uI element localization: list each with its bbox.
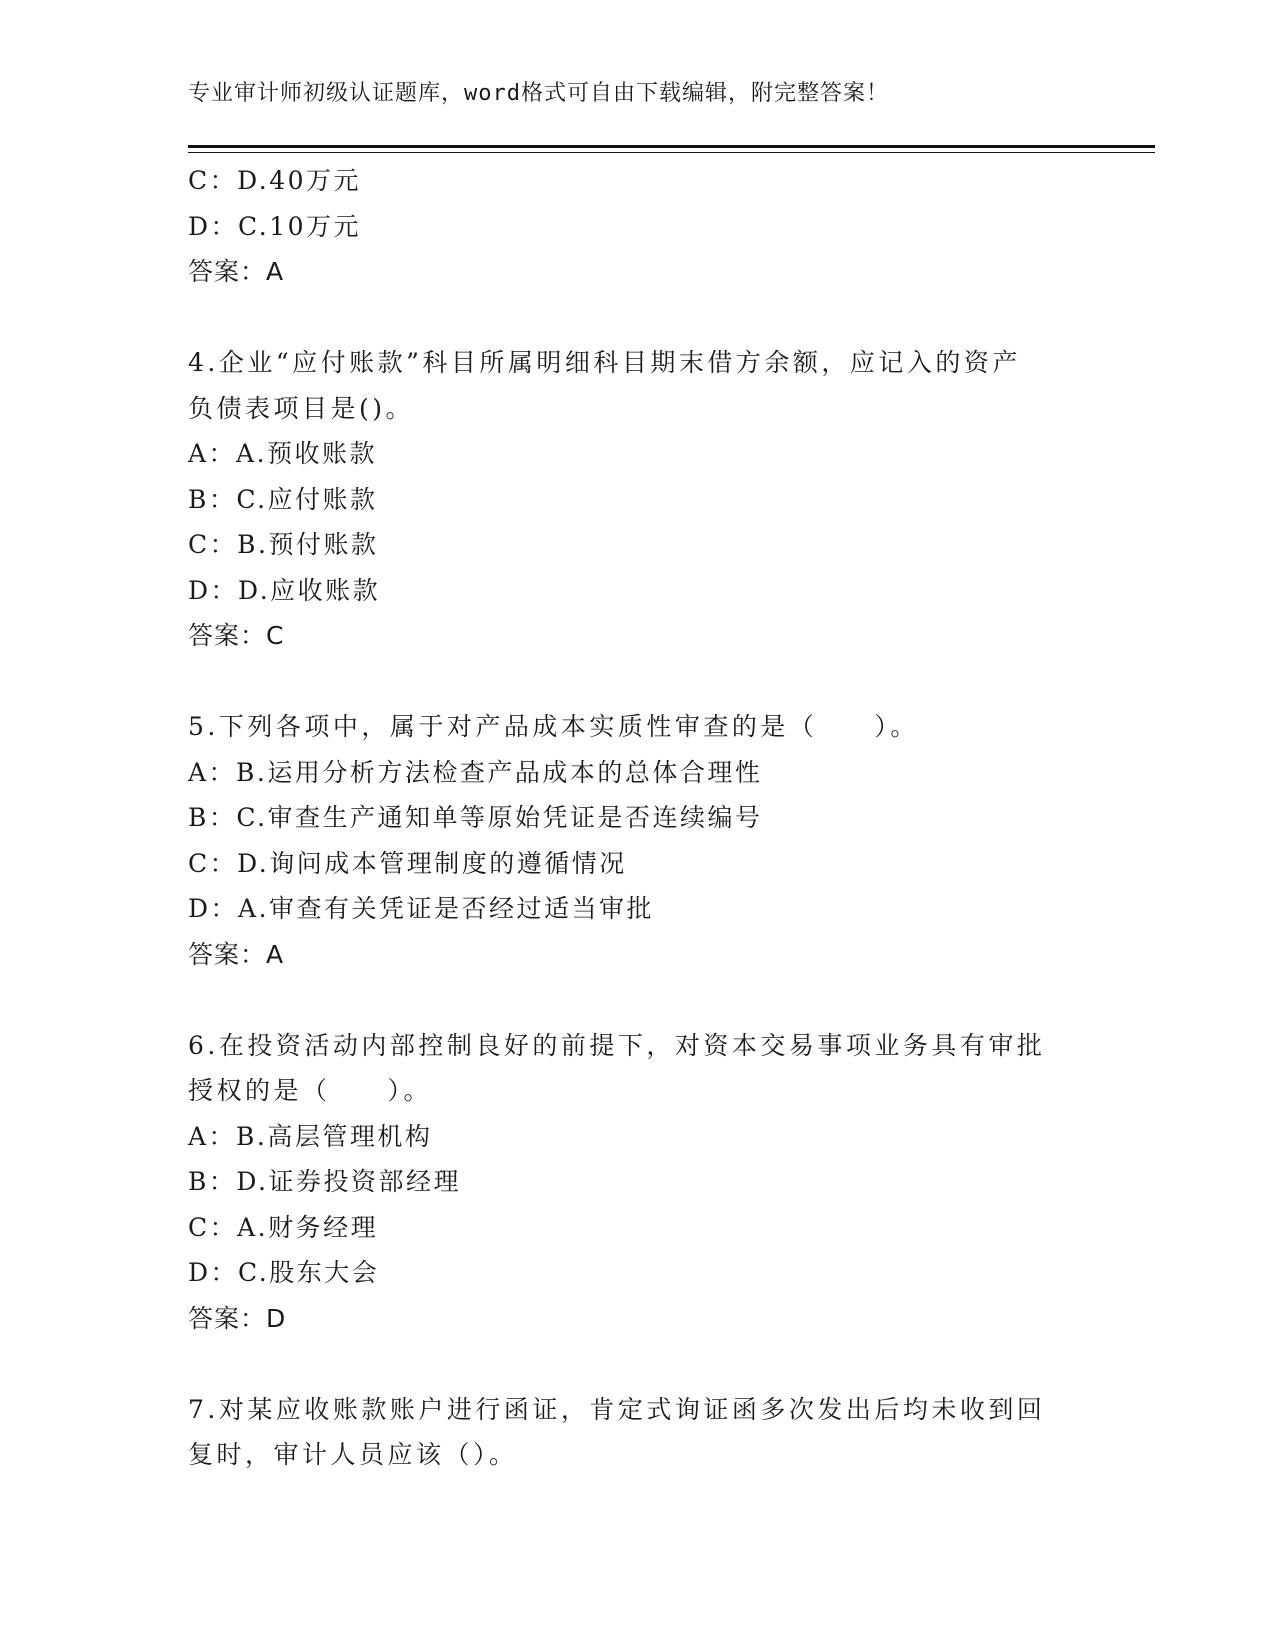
question-stem-line: 复时，审计人员应该（）。 [188,1440,518,1469]
option-d: D：D.应收账款 [188,575,381,605]
question-stem-line: 7.对某应收账款账户进行函证，肯定式询证函多次发出后均未收到回 [188,1394,1046,1424]
answer-line: 答案：A [188,939,285,969]
spacer [188,295,1088,341]
document-body [188,158,1088,1478]
prev-question-tail [188,158,1088,295]
question-7 [188,1387,1088,1478]
spacer [188,977,1088,1023]
option-line: D：C.10万元 [188,211,362,241]
spacer [188,659,1088,705]
page-header: 专业审计师初级认证题库，word格式可自由下载编辑，附完整答案！ [188,81,889,106]
header-rule-thick [188,145,1155,148]
answer-line: 答案：D [188,1303,287,1333]
option-b: B：D.证券投资部经理 [188,1167,461,1196]
option-a: A：A.预收账款 [188,439,378,468]
spacer [188,1341,1088,1387]
option-c: C：B.预付账款 [188,530,379,559]
answer-line: 答案：A [188,257,285,286]
question-stem-line: 6.在投资活动内部控制良好的前提下，对资本交易事项业务具有审批 [188,1030,1046,1060]
option-d: D：A.审查有关凭证是否经过适当审批 [188,894,655,923]
option-b: B：C.审查生产通知单等原始凭证是否连续编号 [188,803,763,832]
option-a: A：B.高层管理机构 [188,1121,433,1151]
question-4 [188,340,1088,659]
header-rule-thin [188,152,1155,153]
option-c: C：A.财务经理 [188,1212,379,1242]
question-stem-line: 负债表项目是()。 [188,393,415,423]
option-d: D：C.股东大会 [188,1258,380,1287]
option-b: B：C.应付账款 [188,484,378,514]
question-stem-line: 4.企业“应付账款”科目所属明细科目期末借方余额，应记入的资产 [188,348,1021,377]
option-line: C：D.40万元 [188,166,362,195]
question-stem-line: 5.下列各项中，属于对产品成本实质性审查的是（ ）。 [188,712,919,741]
question-stem-line: 授权的是（ ）。 [188,1076,433,1105]
answer-line: 答案：C [188,621,285,650]
question-5 [188,704,1088,977]
question-6 [188,1023,1088,1342]
option-c: C：D.询问成本管理制度的遵循情况 [188,848,627,878]
option-a: A：B.运用分析方法检查产品成本的总体合理性 [188,757,763,787]
